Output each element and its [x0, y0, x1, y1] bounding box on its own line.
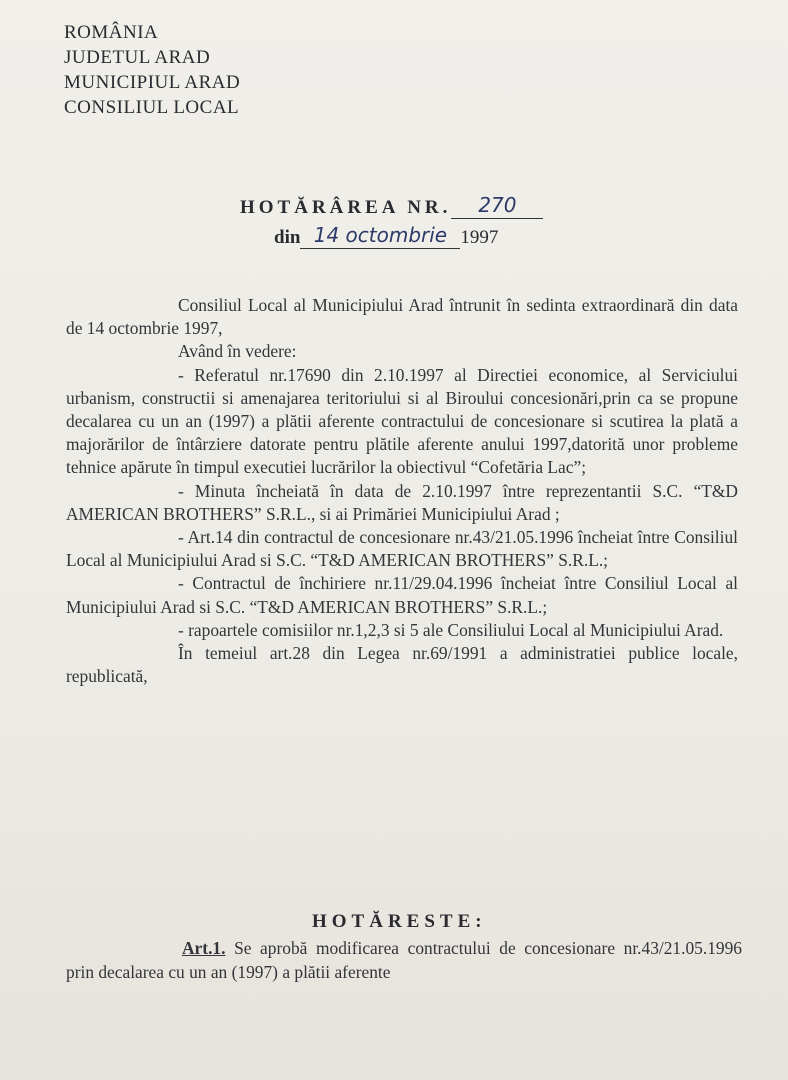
preamble-intro: Consiliul Local al Municipiului Arad întrunit în sedinta extraordinară din data de 14 octombrie 1997, — [66, 295, 738, 339]
date-prefix: din — [274, 227, 301, 248]
decision-title — [240, 193, 543, 253]
decision-year: 1997 — [460, 227, 499, 248]
title-date-line — [274, 223, 543, 253]
article-1 — [66, 936, 742, 984]
header-municipality: MUNICIPIUL ARAD — [64, 72, 241, 93]
issuer-header — [64, 20, 240, 120]
article-1-text: Se aprobă modificarea contractului de concesionare nr.43/21.05.1996 prin decalarea cu un an (1997) a plătii aferente — [66, 938, 742, 982]
decision-date: 14 octombrie — [313, 223, 448, 247]
decision-preamble — [66, 294, 738, 688]
title-label: HOTĂRÂREA NR. — [240, 197, 452, 218]
header-country: ROMÂNIA — [64, 22, 159, 43]
preamble-item-minuta: - Minuta încheiată în data de 2.10.1997 între reprezentantii S.C. “T&D AMERICAN BROTHERS” S.R.L., si ai Primăriei Municipiului Arad ; — [66, 480, 738, 524]
article-1-paragraph — [66, 936, 742, 984]
preamble-considering: Având în vedere: — [178, 341, 297, 362]
preamble-legal-basis: În temeiul art.28 din Legea nr.69/1991 a administratiei publice locale, republicată, — [66, 643, 738, 687]
preamble-item-art14: - Art.14 din contractul de concesionare nr.43/21.05.1996 încheiat între Consiliul Local al Municipiului Arad si S.C. “T&D AMERICAN BROTHERS” S.R.L.; — [66, 527, 738, 571]
header-county: JUDETUL ARAD — [64, 47, 211, 68]
article-1-label: Art.1. — [182, 938, 226, 958]
date-blank — [300, 223, 460, 249]
decision-heading: HOTĂRESTE: — [312, 911, 487, 932]
preamble-item-rapoarte: - rapoartele comisiilor nr.1,2,3 si 5 ale Consiliului Local al Municipiului Arad. — [178, 619, 724, 640]
preamble-item-contract: - Contractul de închiriere nr.11/29.04.1996 încheiat între Consiliul Local al Municipiului Arad si S.C. “T&D AMERICAN BROTHERS” S.R.L.; — [66, 573, 738, 617]
number-blank — [451, 193, 543, 219]
header-council: CONSILIUL LOCAL — [64, 97, 240, 118]
title-number-line — [240, 193, 543, 223]
decision-number: 270 — [478, 193, 517, 217]
preamble-item-referat: - Referatul nr.17690 din 2.10.1997 al Directiei economice, al Serviciului urbanism, constructii si amenajarea teritoriului si al Biroului concesionări,prin ca se propune decalarea cu un an (1997) a plătii aferente contractului de concesionare si scutirea la plată a majorărilor de întârziere datorate pentru plătile aferente anului 1997,datorită unor probleme tehnice apărute în timpul executiei lucrărilor la obiectivul “Cofetăria Lac”; — [66, 364, 738, 478]
